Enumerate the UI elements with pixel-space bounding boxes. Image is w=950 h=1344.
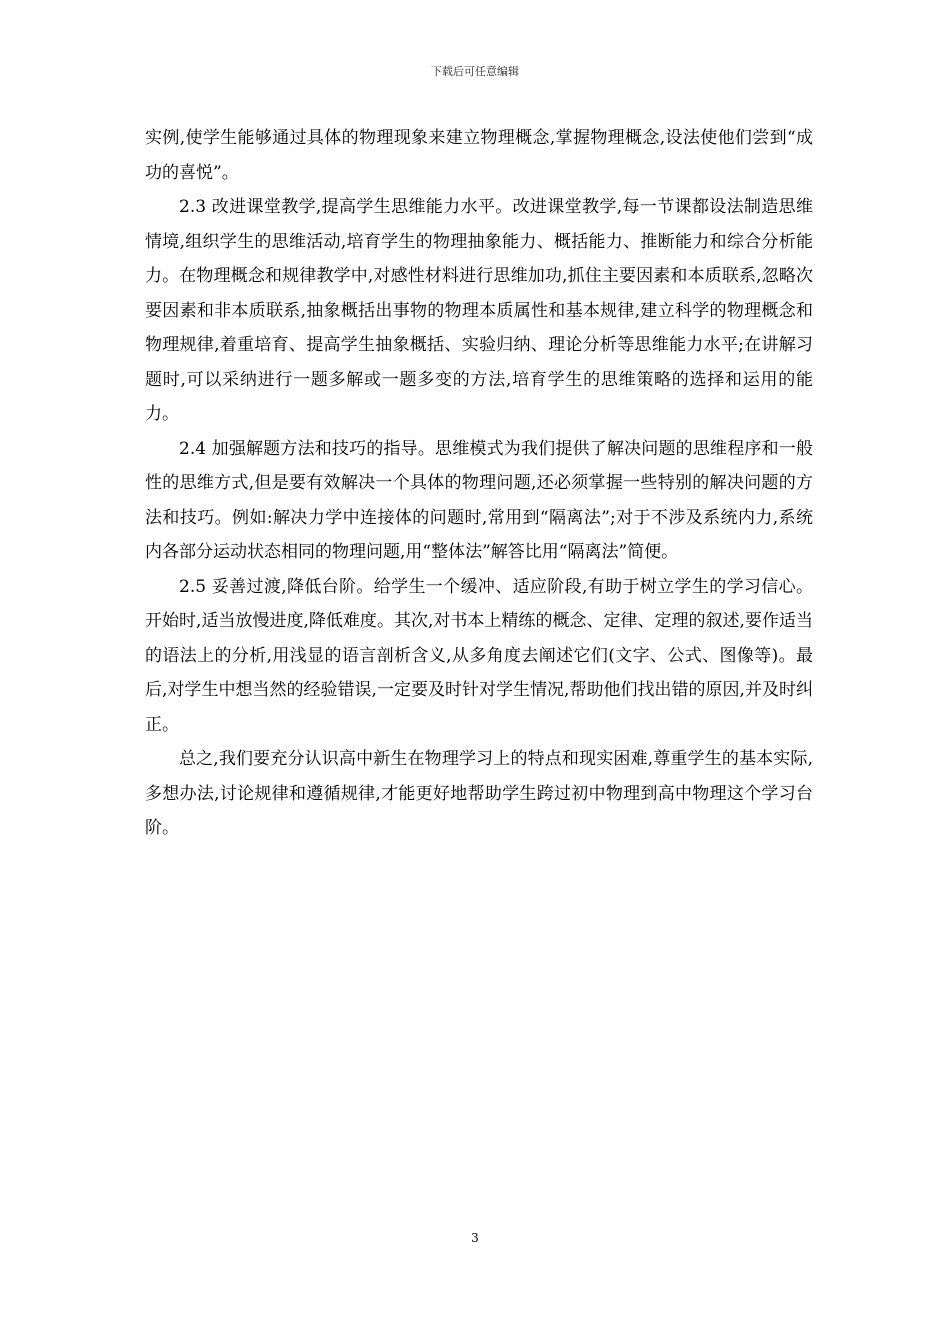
document-body <box>145 121 813 846</box>
page-number: 3 <box>471 1231 479 1245</box>
paragraph-2-5: 2.5 妥善过渡,降低台阶。给学生一个缓冲、适应阶段,有助于树立学生的学习信心。开始时,适当放慢进度,降低难度。其次,对书本上精练的概念、定律、定理的叙述,要作适当的语法上的分析,用浅显的语言剖析含义,从多角度去阐述它们(文字、公式、图像等)。最后,对学生中想当然的经验错误,一定要及时针对学生情况,帮助他们找出错的原因,并及时纠正。 <box>145 576 813 735</box>
page-header: 下载后可任意编辑 <box>431 65 519 78</box>
paragraph-continuation: 实例,使学生能够通过具体的物理现象来建立物理概念,掌握物理概念,设法使他们尝到“成功的喜悦”。 <box>145 128 813 183</box>
paragraph-2-3: 2.3 改进课堂教学,提高学生思维能力水平。改进课堂教学,每一节课都设法制造思维情境,组织学生的思维活动,培育学生的物理抽象能力、概括能力、推断能力和综合分析能力。在物理概念和规律教学中,对感性材料进行思维加功,抓住主要因素和本质联系,忽略次要因素和非本质联系,抽象概括出事物的物理本质属性和基本规律,建立科学的物理概念和物理规律,着重培育、提高学生抽象概括、实验归纳、理论分析等思维能力水平;在讲解习题时,可以采纳进行一题多解或一题多变的方法,培育学生的思维策略的选择和运用的能力。 <box>145 197 813 424</box>
paragraph-2-4: 2.4 加强解题方法和技巧的指导。思维模式为我们提供了解决问题的思维程序和一般性的思维方式,但是要有效解决一个具体的物理问题,还必须掌握一些特别的解决问题的方法和技巧。例如:解决力学中连接体的问题时,常用到“隔离法”;对于不涉及系统内力,系统内各部分运动状态相同的物理问题,用“整体法”解答比用“隔离法”简便。 <box>145 438 813 562</box>
paragraph-conclusion: 总之,我们要充分认识高中新生在物理学习上的特点和现实困难,尊重学生的基本实际,多想办法,讨论规律和遵循规律,才能更好地帮助学生跨过初中物理到高中物理这个学习台阶。 <box>145 749 813 838</box>
